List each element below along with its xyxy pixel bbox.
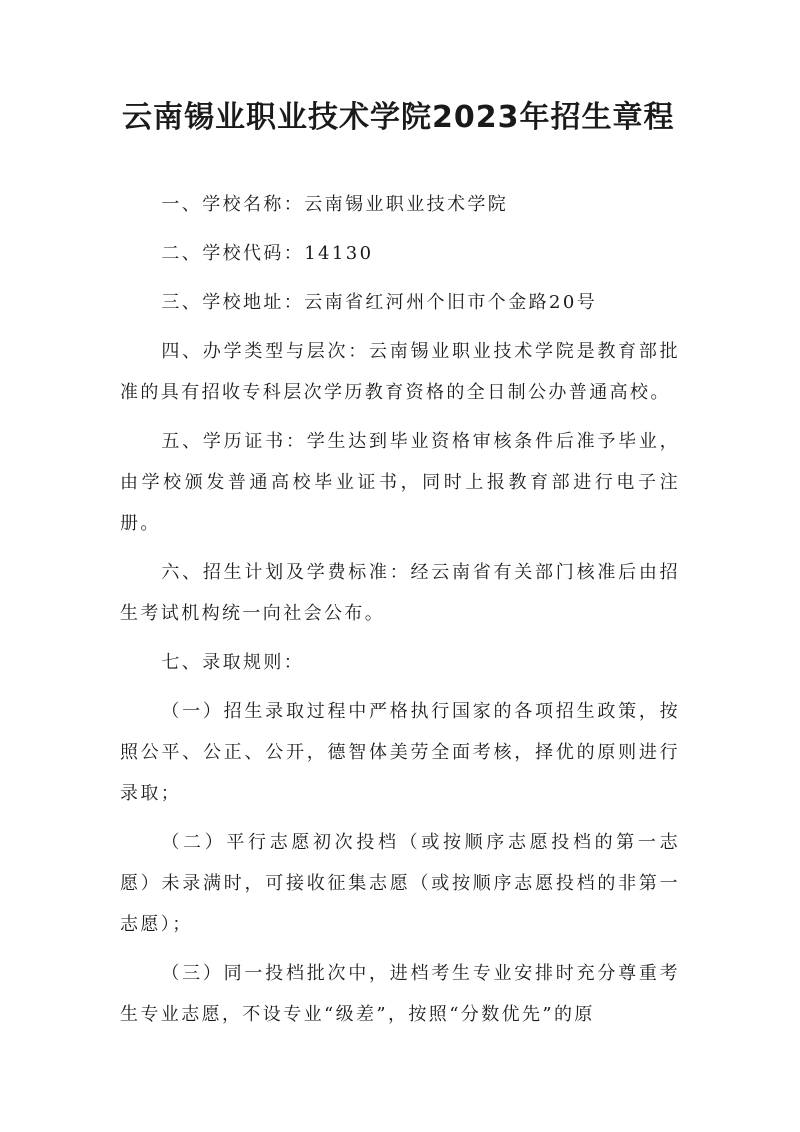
paragraph-rule-1: （一）招生录取过程中严格执行国家的各项招生政策，按照公平、公正、公开，德智体美劳全面考核，择优的原则进行录取； [120, 701, 680, 804]
paragraph-admission-rules-heading: 七、录取规则： [161, 652, 305, 673]
paragraph-rule-3: （三）同一投档批次中，进档考生专业安排时充分尊重考生专业志愿，不设专业“级差”，按照“分数优先”的原 [120, 963, 680, 1025]
paragraph-school-code: 二、学校代码：14130 [161, 243, 374, 264]
document-title: 云南锡业职业技术学院2023年招生章程 [122, 100, 675, 135]
paragraph-certificate: 五、学历证书：学生达到毕业资格审核条件后准予毕业，由学校颁发普通高校毕业证书，同时上报教育部进行电子注册。 [120, 431, 680, 534]
paragraph-school-type: 四、办学类型与层次：云南锡业职业技术学院是教育部批准的具有招收专科层次学历教育资格的全日制公办普通高校。 [120, 341, 680, 403]
paragraph-school-name: 一、学校名称：云南锡业职业技术学院 [161, 194, 509, 215]
paragraph-school-address: 三、学校地址：云南省红河州个旧市个金路20号 [161, 292, 598, 313]
paragraph-enrollment-plan: 六、招生计划及学费标准：经云南省有关部门核准后由招生考试机构统一向社会公布。 [120, 562, 680, 624]
document-body [120, 184, 680, 1035]
paragraph-rule-2: （二）平行志愿初次投档（或按顺序志愿投档的第一志愿）未录满时，可接收征集志愿（或按顺序志愿投档的非第一志愿）； [120, 832, 680, 935]
